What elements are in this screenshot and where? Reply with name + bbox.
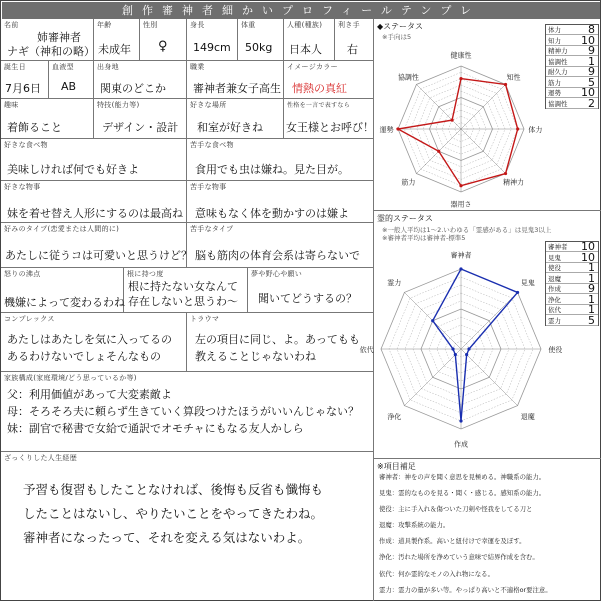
history-label: ざっくりした人生経歴 — [4, 454, 77, 462]
status-radar-point — [437, 150, 440, 153]
notes-line: 審神者：神をの声を聞く意思を見極める。神職系の能力。 — [379, 473, 546, 481]
status-stat-name: 精神力 — [548, 47, 568, 55]
occupation-value: 審神者兼女子高生 — [193, 82, 281, 95]
notes-line: 退魔：攻撃系統の能力。 — [379, 521, 450, 530]
anger-cell — [1, 268, 124, 313]
birthday-value: 7月6日 — [5, 82, 41, 95]
dominant-value: 右 — [347, 43, 358, 56]
blood-label: 血液型 — [52, 63, 74, 71]
skill-label: 特技(能力等) — [97, 101, 140, 109]
spirit-radar-point — [459, 419, 462, 422]
status-radar-axis-label: 器用さ — [450, 200, 472, 209]
spirit-stat-name: 審神者 — [548, 243, 568, 251]
birthday-label: 誕生日 — [4, 63, 26, 71]
name-label: 名前 — [4, 21, 19, 29]
birthplace-value: 関東のどこか — [100, 82, 166, 95]
spirit-stat-name: 退魔 — [548, 274, 561, 283]
status-stat-value: 5 — [588, 75, 595, 89]
status-radar-point — [459, 77, 462, 80]
status-radar-point — [396, 127, 399, 130]
spirit-stat-name: 見鬼 — [548, 253, 561, 262]
feelings-label: 根に持つ度 — [127, 270, 164, 278]
weight-label: 体重 — [241, 21, 256, 29]
dominant-hand-cell — [335, 19, 374, 61]
spirit-radar-axis-label: 退魔 — [520, 412, 535, 421]
status-stat-name: 運勢 — [548, 89, 561, 97]
disliketype-value: 脳も筋肉の体育会系は寄らないで — [195, 249, 360, 262]
likething-value: 妹を着せ替え人形にするのは最高ね — [7, 207, 183, 220]
family-line-father: 父：利用価値があって大変素敵よ — [7, 388, 172, 401]
place-value: 和室が好きね — [197, 121, 263, 134]
trauma-cell — [187, 313, 374, 372]
spirit-stat-value: 10 — [581, 240, 595, 253]
spirit-note-1: ※一般人平均は1〜2.いわゆる「霊感がある」は見鬼3以上 — [382, 226, 552, 234]
spirit-stat-value: 1 — [588, 261, 595, 274]
name-sub: ナギ（神和の略） — [7, 45, 95, 58]
color-value: 情熱の真紅 — [292, 82, 347, 95]
status-stat-value: 9 — [588, 65, 595, 78]
place-cell — [187, 99, 284, 139]
birthday-cell — [1, 61, 49, 99]
likefood-cell — [1, 139, 187, 181]
dislikething-cell — [187, 181, 374, 223]
dream-value: 聞いてどうするの？ — [258, 292, 357, 305]
occupation-cell — [187, 61, 284, 99]
anger-value: 機嫌によって変わるわね — [4, 296, 125, 309]
spirit-radar-series-line — [433, 269, 518, 421]
spirit-radar-axis-label: 作成 — [454, 440, 468, 449]
liketype-cell — [1, 223, 192, 268]
gender-cell — [140, 19, 187, 61]
spirit-stat-name: 霊力 — [548, 316, 561, 325]
likething-label: 好きな物事 — [4, 183, 41, 191]
occupation-label: 職業 — [190, 63, 205, 71]
spirit-radar-point — [467, 347, 470, 350]
spirit-stat-value: 1 — [588, 292, 595, 306]
spirit-radar-axis-label: 依代 — [359, 346, 374, 354]
race-value: 日本人 — [289, 43, 322, 56]
status-stat-name: 協調性 — [548, 99, 568, 108]
birthplace-label: 出身地 — [97, 63, 119, 71]
race-label: 人種(種族) — [287, 21, 323, 29]
status-radar-chart — [376, 31, 546, 213]
status-radar-axis-label: 筋力 — [401, 178, 416, 187]
status-stat-value: 10 — [581, 33, 595, 47]
status-radar-point — [450, 118, 453, 121]
blood-cell — [49, 61, 94, 99]
page-title: 創作審神者細かいプロフィールテンプレ — [2, 2, 600, 19]
likefood-label: 好きな食べ物 — [4, 141, 48, 149]
dream-cell — [248, 268, 374, 313]
history-line-3: 審神者になったって、それを変える気はないわよ。 — [23, 530, 311, 545]
spirit-title: 霊的ステータス — [377, 214, 433, 223]
height-label: 身長 — [190, 21, 205, 29]
hobby-label: 趣味 — [4, 101, 19, 109]
anger-label: 怒りの沸点 — [4, 270, 41, 278]
age-value: 未成年 — [98, 43, 131, 56]
saying-label: 性格を一言で表すなら — [287, 102, 351, 109]
likething-cell — [1, 181, 187, 223]
liketype-value: あたしに従うコは可愛いと思うけど？ — [5, 249, 192, 262]
trauma-value: 左の項目に同じ、よ。あってもも教えることじゃないわね — [195, 333, 360, 363]
spirit-stat-name: 浄化 — [548, 295, 561, 304]
status-stat-name: 協調性 — [548, 57, 568, 66]
status-stat-row — [546, 96, 598, 110]
name-value: 姉審神者 — [37, 31, 81, 44]
spirit-radar-axis-label: 霊力 — [387, 279, 402, 288]
spirit-radar-point — [465, 353, 468, 356]
status-radar-axis-label: 体力 — [528, 126, 543, 134]
spirit-radar-axis-label: 浄化 — [387, 412, 402, 421]
status-radar-axis-label: 運勢 — [379, 126, 394, 134]
status-radar-point — [504, 172, 507, 175]
disliketype-cell — [187, 223, 374, 268]
spirit-panel — [359, 211, 601, 459]
gender-label: 性別 — [143, 21, 158, 29]
status-radar-axis-label: 知性 — [506, 73, 521, 82]
status-stat-value: 8 — [588, 23, 595, 36]
place-label: 好きな場所 — [190, 101, 227, 109]
blood-value: AB — [61, 80, 77, 93]
spirit-radar-point — [454, 353, 457, 356]
status-stat-value: 1 — [588, 54, 595, 68]
spirit-stat-value: 9 — [588, 282, 595, 295]
family-line-sister: 妹：副官で秘書で女給で通訳でオモチャにもなる友人かしら — [7, 422, 304, 435]
age-label: 年齢 — [97, 21, 112, 29]
spirit-stat-row — [546, 313, 598, 327]
status-radar-point — [459, 184, 462, 187]
spirit-note-2: ※審神者平均は審神者-標準5 — [382, 234, 466, 242]
spirit-stat-name: 使役 — [548, 264, 561, 272]
dream-label: 夢や野心や願い — [251, 270, 303, 278]
spirit-radar-axis — [404, 349, 461, 406]
status-stat-name: 耐久力 — [548, 68, 568, 76]
color-label: イメージカラー — [287, 63, 338, 71]
notes-line: 浄化：汚れた場所を浄めていう意味で結界作成を含む。 — [379, 553, 539, 562]
spirit-radar-point — [431, 319, 434, 322]
history-cell — [1, 452, 374, 601]
history-line-2: したことはないし、やりたいことをやってきたわね。 — [23, 506, 324, 521]
status-stat-value: 9 — [588, 44, 595, 57]
notes-list — [379, 473, 552, 602]
complex-label: コンプレックス — [4, 315, 55, 323]
complex-cell — [1, 313, 187, 372]
status-radar-axis-label: 健康性 — [450, 51, 472, 60]
likefood-value: 美味しければ何でも好きよ — [7, 163, 139, 176]
height-value: 149cm — [193, 41, 231, 54]
notes-panel — [374, 459, 601, 601]
spirit-radar-axis-label: 審神者 — [450, 251, 472, 260]
family-line-mother: 母：そろそろ夫に頼らず生きていく算段つけたほうがいいんじゃない？ — [7, 405, 359, 418]
feelings-value: 根に持たない女なんて存在しないと思うわ〜 — [128, 280, 238, 308]
dislikefood-label: 苦手な食べ物 — [190, 141, 234, 149]
liketype-label: 好みのタイプ(恋愛または人間的に) — [4, 225, 120, 233]
spirit-radar-chart — [359, 241, 563, 459]
history-line-1: 予習も復習もしたことなければ、後悔も反省も懺悔も — [23, 482, 324, 497]
status-stat-name: 筋力 — [548, 78, 561, 87]
spirit-radar-point — [516, 291, 519, 294]
status-radar-point — [516, 127, 519, 130]
spirit-radar-point — [459, 267, 462, 270]
saying-value: 女王様とお呼び！ — [286, 121, 374, 134]
disliketype-label: 苦手なタイプ — [190, 225, 234, 233]
dislikething-label: 苦手な物事 — [190, 183, 227, 191]
complex-value: あたしはあたしを気に入ってるのあるわけないでしょそんなもの — [7, 333, 172, 363]
dislikefood-value: 食用でも虫は嫌ね。見た目が。 — [195, 163, 349, 176]
status-stat-value: 2 — [588, 96, 595, 110]
notes-line: 霊力：霊力の量が多い等。やっぱり高いと不適格or要注意。 — [379, 585, 552, 594]
notes-title: ※項目補足 — [377, 462, 416, 471]
spirit-radar-axis-label: 使役 — [548, 346, 563, 354]
notes-line: 依代：何か霊的なモノの入れ物になる。 — [379, 569, 494, 578]
age-cell — [94, 19, 140, 61]
status-title: ◆ステータス — [377, 22, 423, 31]
dislikefood-cell — [187, 139, 374, 181]
spirit-stat-value: 1 — [588, 303, 595, 316]
saying-cell — [284, 99, 374, 139]
race-cell — [284, 19, 335, 61]
trauma-label: トラウマ — [190, 315, 220, 323]
status-radar-axis-label: 精神力 — [503, 178, 525, 187]
spirit-stat-value: 5 — [588, 313, 595, 327]
birthplace-cell — [94, 61, 187, 99]
spirit-stat-name: 作成 — [548, 285, 561, 293]
notes-line: 使役：主に手入れ＆傷ついた刀剣や怪我をしてる刀と — [379, 505, 533, 514]
weight-cell — [238, 19, 284, 61]
status-radar-point — [504, 83, 507, 86]
status-note: ※手向は5 — [382, 33, 412, 41]
dislikething-value: 意味もなく体を動かすのは嫌よ — [195, 207, 349, 220]
dominant-label: 利き手 — [338, 21, 360, 29]
gender-value: ♀ — [158, 39, 168, 54]
family-label: 家族構成(家庭環境/どう思っているか等) — [4, 374, 137, 382]
spirit-radar-point — [451, 347, 454, 350]
height-cell — [187, 19, 238, 61]
notes-line: 見鬼：霊的なものを見る・聞く・感じる。感知系の能力。 — [379, 489, 546, 498]
spirit-radar-axis-label: 見鬼 — [520, 279, 535, 288]
status-panel — [374, 19, 601, 211]
skill-cell — [94, 99, 187, 139]
image-color-cell — [284, 61, 374, 99]
weight-value: 50kg — [245, 41, 273, 54]
hobby-cell — [1, 99, 94, 139]
family-cell — [1, 372, 374, 452]
status-stat-name: 知力 — [548, 36, 561, 45]
spirit-stat-value: 1 — [588, 271, 595, 285]
spirit-stat-name: 依代 — [548, 306, 561, 314]
hobby-value: 着飾ること — [7, 121, 62, 134]
status-radar-axis-label: 協調性 — [397, 73, 419, 82]
spirit-stat-value: 10 — [581, 250, 595, 264]
notes-line: 作成：道具製作系。高いと紐付けで幸運を及ぼす。 — [379, 537, 526, 546]
status-stat-name: 体力 — [548, 26, 561, 34]
skill-value: デザイン・設計 — [102, 121, 179, 134]
status-value-box — [545, 24, 599, 109]
feelings-cell — [124, 268, 248, 313]
name-cell — [1, 19, 94, 61]
spirit-value-box — [545, 241, 599, 326]
status-stat-value: 10 — [581, 86, 595, 99]
